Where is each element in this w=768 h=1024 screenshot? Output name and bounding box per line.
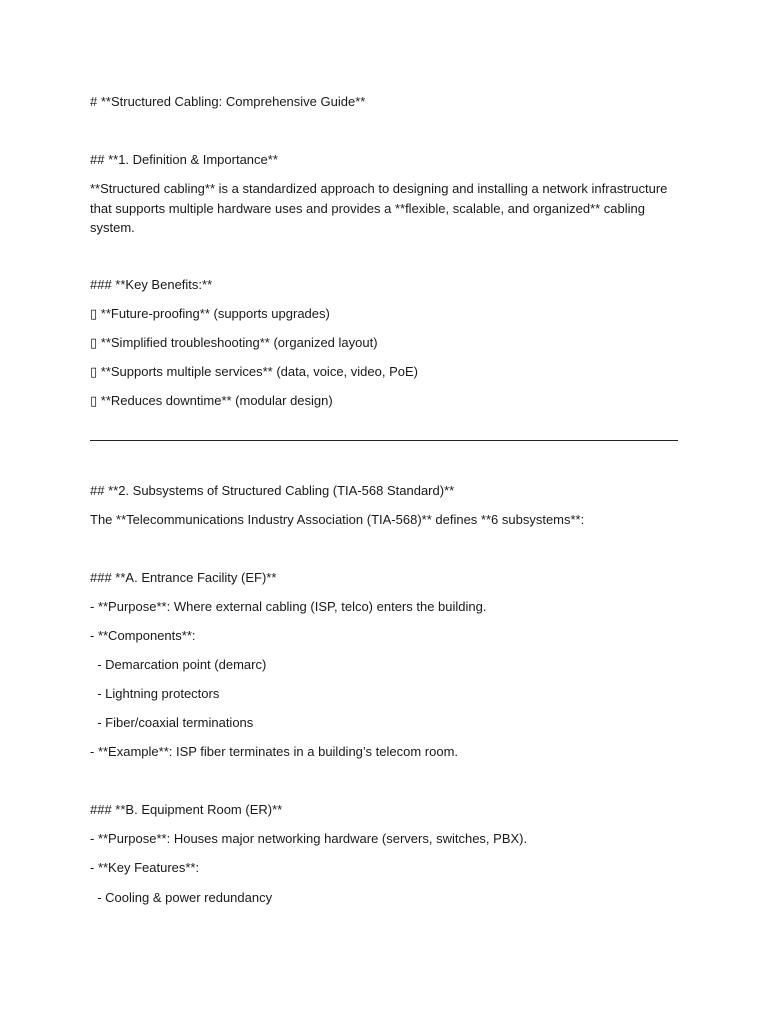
subsystem-a-component: - Demarcation point (demarc)	[90, 657, 267, 672]
section-1-heading: ## **1. Definition & Importance**	[90, 152, 278, 167]
benefit-item: ▯ **Supports multiple services** (data, voice, video, PoE)	[90, 364, 418, 379]
key-benefits-heading: ### **Key Benefits:**	[90, 277, 213, 292]
section-2-heading: ## **2. Subsystems of Structured Cabling (TIA-568 Standard)**	[90, 483, 455, 498]
benefit-item: ▯ **Simplified troubleshooting** (organized layout)	[90, 335, 378, 350]
subsystem-a-purpose: - **Purpose**: Where external cabling (ISP, telco) enters the building.	[90, 599, 487, 614]
subsystem-b-heading: ### **B. Equipment Room (ER)**	[90, 802, 283, 817]
subsystem-a-component: - Lightning protectors	[90, 686, 220, 701]
horizontal-divider	[90, 440, 678, 441]
benefit-item: ▯ **Reduces downtime** (modular design)	[90, 393, 333, 408]
section-1-paragraph: **Structured cabling** is a standardized approach to designing and installing a network infrastructure that supports multiple hardware uses and provides a **flexible, scalable, and organized** cabling system.	[90, 181, 668, 235]
subsystem-a-components-label: - **Components**:	[90, 628, 196, 643]
subsystem-a-heading: ### **A. Entrance Facility (EF)**	[90, 570, 277, 585]
subsystem-a-example: - **Example**: ISP fiber terminates in a building’s telecom room.	[90, 744, 459, 759]
section-2-intro: The **Telecommunications Industry Association (TIA-568)** defines **6 subsystems**:	[90, 512, 585, 527]
benefit-item: ▯ **Future-proofing** (supports upgrades)	[90, 306, 330, 321]
subsystem-a-component: - Fiber/coaxial terminations	[90, 715, 254, 730]
document-title: # **Structured Cabling: Comprehensive Guide**	[90, 94, 366, 109]
subsystem-b-purpose: - **Purpose**: Houses major networking hardware (servers, switches, PBX).	[90, 831, 528, 846]
subsystem-b-feature: - Cooling & power redundancy	[90, 890, 273, 905]
subsystem-b-features-label: - **Key Features**:	[90, 860, 200, 875]
